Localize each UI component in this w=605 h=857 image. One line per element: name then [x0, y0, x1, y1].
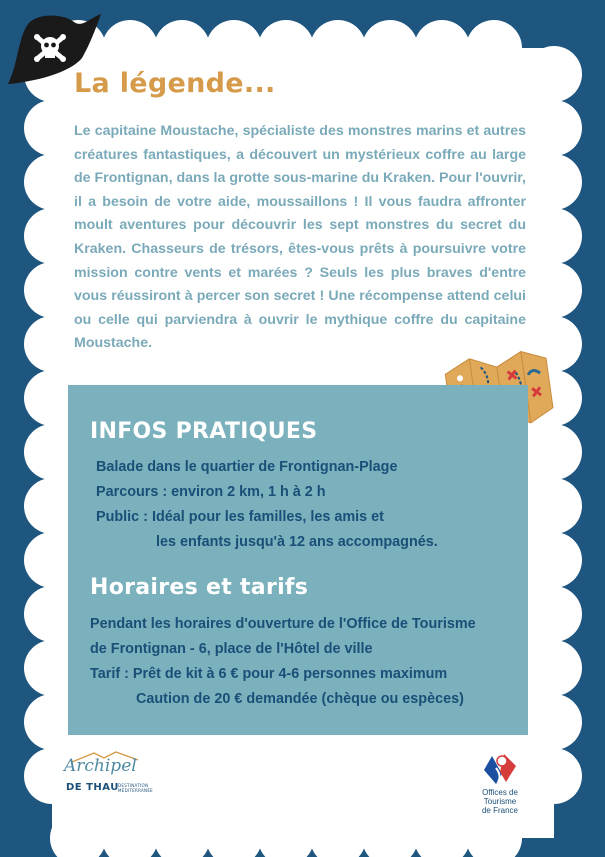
horaires-line-adresse: de Frontignan - 6, place de l'Hôtel de ville — [90, 641, 373, 657]
ot-line-3: de France — [481, 806, 519, 815]
archipel-de-thau-logo — [64, 756, 164, 806]
info-box — [68, 385, 528, 735]
destination-line-1: DESTINATION — [118, 783, 149, 788]
destination-line-2: MÉDITERRANÉE — [118, 788, 153, 793]
archipel-word: Archipel — [64, 756, 137, 776]
de-thau-word: DE THAU — [66, 782, 119, 793]
legend-title: La légende... — [74, 68, 276, 99]
infos-line-parcours: Parcours : environ 2 km, 1 h à 2 h — [96, 484, 326, 500]
horaires-line-tarif: Tarif : Prêt de kit à 6 € pour 4-6 personnes maximum — [90, 666, 448, 682]
destination-label — [118, 783, 153, 793]
legend-body: Le capitaine Moustache, spécialiste des monstres marins et autres créatures fantastiques, a découvert un mystérieux coffre au large de Frontignan, dans la grotte sous-marine du Kraken. Pour l'ouvrir, il a besoin de votre aide, moussaillons ! Il vous faudra affronter moult aventures pour découvrir les sept monstres du secret du Kraken. Chasseurs de trésors, êtes-vous prêts à poursuivre votre mission contre vents et marées ? Seuls les plus braves d'entre vous réussiront à percer son secret ! Une récompense attend celui ou celle qui parviendra à ouvrir le mythique coffre du capitaine Moustache. — [74, 123, 526, 352]
horaires-title: Horaires et tarifs — [90, 575, 309, 600]
infos-line-enfants: les enfants jusqu'à 12 ans accompagnés. — [156, 534, 438, 550]
offices-tourisme-label — [478, 788, 522, 815]
ot-line-2: Tourisme — [483, 797, 517, 806]
horaires-line-ouverture: Pendant les horaires d'ouverture de l'Office de Tourisme — [90, 616, 476, 632]
ot-line-1: Offices de — [482, 788, 518, 797]
marianne-icon — [482, 752, 518, 786]
infos-line-balade: Balade dans le quartier de Frontignan-Plage — [96, 459, 398, 475]
offices-de-tourisme-logo — [470, 752, 540, 822]
horaires-line-caution: Caution de 20 € demandée (chèque ou espèces) — [136, 691, 464, 707]
infos-line-public: Public : Idéal pour les familles, les amis et — [96, 509, 384, 525]
infos-title: INFOS PRATIQUES — [90, 419, 318, 444]
